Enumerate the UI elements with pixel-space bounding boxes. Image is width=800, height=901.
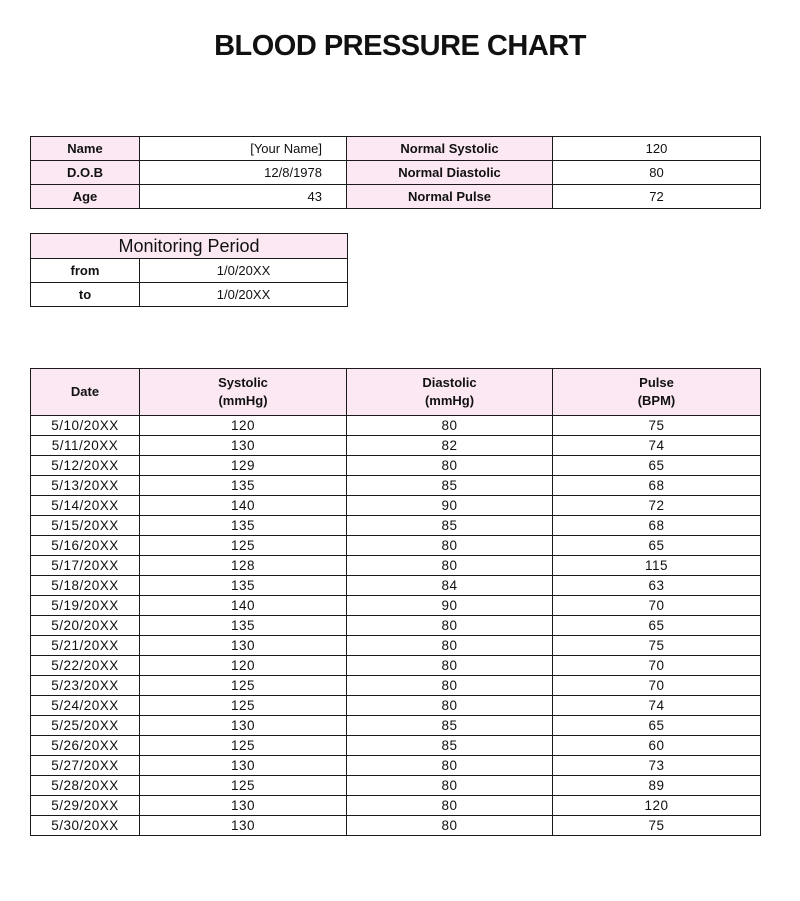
systolic-cell: 125	[140, 536, 347, 556]
date-cell: 5/11/20XX	[31, 436, 140, 456]
systolic-cell: 140	[140, 596, 347, 616]
systolic-header	[140, 369, 347, 416]
diastolic-cell: 85	[347, 516, 553, 536]
pulse-cell: 70	[553, 676, 761, 696]
diastolic-cell: 80	[347, 536, 553, 556]
from-label: from	[31, 259, 140, 283]
systolic-cell: 128	[140, 556, 347, 576]
from-value: 1/0/20XX	[140, 259, 348, 283]
date-cell: 5/16/20XX	[31, 536, 140, 556]
table-row	[31, 516, 761, 536]
date-cell: 5/18/20XX	[31, 576, 140, 596]
pulse-cell: 73	[553, 756, 761, 776]
systolic-cell: 129	[140, 456, 347, 476]
table-row	[31, 137, 761, 161]
age-label: Age	[31, 185, 140, 209]
table-row	[31, 736, 761, 756]
pulse-cell: 120	[553, 796, 761, 816]
systolic-cell: 130	[140, 636, 347, 656]
diastolic-cell: 80	[347, 456, 553, 476]
name-label: Name	[31, 137, 140, 161]
systolic-cell: 125	[140, 696, 347, 716]
date-cell: 5/19/20XX	[31, 596, 140, 616]
patient-info-table	[30, 136, 761, 209]
table-row	[31, 536, 761, 556]
table-row	[31, 616, 761, 636]
systolic-cell: 125	[140, 736, 347, 756]
normal-pulse-value: 72	[553, 185, 761, 209]
table-row	[31, 816, 761, 836]
table-row	[31, 696, 761, 716]
to-label: to	[31, 283, 140, 307]
table-row	[31, 234, 348, 259]
name-value: [Your Name]	[140, 137, 347, 161]
normal-systolic-label: Normal Systolic	[347, 137, 553, 161]
diastolic-cell: 85	[347, 716, 553, 736]
pulse-header-label: Pulse	[639, 375, 674, 390]
date-cell: 5/27/20XX	[31, 756, 140, 776]
pulse-cell: 70	[553, 596, 761, 616]
date-cell: 5/26/20XX	[31, 736, 140, 756]
systolic-cell: 125	[140, 676, 347, 696]
diastolic-cell: 80	[347, 776, 553, 796]
diastolic-cell: 80	[347, 756, 553, 776]
diastolic-cell: 80	[347, 696, 553, 716]
table-row	[31, 716, 761, 736]
date-cell: 5/17/20XX	[31, 556, 140, 576]
pulse-cell: 75	[553, 636, 761, 656]
pulse-cell: 65	[553, 616, 761, 636]
pulse-cell: 68	[553, 516, 761, 536]
pulse-cell: 74	[553, 696, 761, 716]
diastolic-cell: 90	[347, 596, 553, 616]
table-row	[31, 161, 761, 185]
table-row	[31, 776, 761, 796]
date-cell: 5/29/20XX	[31, 796, 140, 816]
table-row	[31, 185, 761, 209]
pulse-cell: 72	[553, 496, 761, 516]
systolic-cell: 120	[140, 656, 347, 676]
diastolic-cell: 80	[347, 556, 553, 576]
table-row	[31, 636, 761, 656]
table-row	[31, 596, 761, 616]
systolic-header-label: Systolic	[218, 375, 268, 390]
table-row	[31, 556, 761, 576]
systolic-cell: 130	[140, 796, 347, 816]
page-title: BLOOD PRESSURE CHART	[214, 30, 586, 62]
normal-systolic-value: 120	[553, 137, 761, 161]
table-row	[31, 496, 761, 516]
table-row	[31, 476, 761, 496]
pulse-cell: 74	[553, 436, 761, 456]
diastolic-header-unit: (mmHg)	[424, 393, 475, 408]
table-row	[31, 456, 761, 476]
table-row	[31, 796, 761, 816]
pulse-cell: 89	[553, 776, 761, 796]
table-row	[31, 259, 348, 283]
pulse-cell: 115	[553, 556, 761, 576]
normal-pulse-label: Normal Pulse	[347, 185, 553, 209]
systolic-cell: 130	[140, 816, 347, 836]
diastolic-cell: 80	[347, 676, 553, 696]
pulse-cell: 60	[553, 736, 761, 756]
readings-table	[30, 368, 761, 836]
pulse-cell: 70	[553, 656, 761, 676]
systolic-cell: 130	[140, 436, 347, 456]
diastolic-cell: 80	[347, 796, 553, 816]
diastolic-header	[347, 369, 553, 416]
table-row	[31, 756, 761, 776]
pulse-cell: 75	[553, 416, 761, 436]
diastolic-header-label: Diastolic	[422, 375, 477, 390]
table-row	[31, 283, 348, 307]
diastolic-cell: 84	[347, 576, 553, 596]
date-cell: 5/24/20XX	[31, 696, 140, 716]
date-cell: 5/22/20XX	[31, 656, 140, 676]
table-row	[31, 416, 761, 436]
pulse-cell: 75	[553, 816, 761, 836]
date-header	[31, 369, 140, 416]
date-cell: 5/30/20XX	[31, 816, 140, 836]
diastolic-cell: 82	[347, 436, 553, 456]
diastolic-cell: 80	[347, 616, 553, 636]
normal-diastolic-value: 80	[553, 161, 761, 185]
pulse-header-unit: (BPM)	[637, 393, 676, 408]
date-cell: 5/28/20XX	[31, 776, 140, 796]
table-header-row	[31, 369, 761, 416]
table-row	[31, 436, 761, 456]
dob-value: 12/8/1978	[140, 161, 347, 185]
readings-table-body	[31, 416, 761, 836]
systolic-cell: 130	[140, 716, 347, 736]
date-cell: 5/10/20XX	[31, 416, 140, 436]
systolic-cell: 135	[140, 576, 347, 596]
systolic-header-unit: (mmHg)	[218, 393, 268, 408]
date-cell: 5/13/20XX	[31, 476, 140, 496]
diastolic-cell: 90	[347, 496, 553, 516]
table-row	[31, 656, 761, 676]
normal-diastolic-label: Normal Diastolic	[347, 161, 553, 185]
systolic-cell: 130	[140, 756, 347, 776]
systolic-cell: 135	[140, 616, 347, 636]
date-cell: 5/25/20XX	[31, 716, 140, 736]
diastolic-cell: 80	[347, 656, 553, 676]
date-cell: 5/20/20XX	[31, 616, 140, 636]
diastolic-cell: 80	[347, 636, 553, 656]
table-row	[31, 576, 761, 596]
date-cell: 5/15/20XX	[31, 516, 140, 536]
pulse-cell: 65	[553, 716, 761, 736]
to-value: 1/0/20XX	[140, 283, 348, 307]
pulse-cell: 63	[553, 576, 761, 596]
systolic-cell: 120	[140, 416, 347, 436]
diastolic-cell: 80	[347, 416, 553, 436]
systolic-cell: 125	[140, 776, 347, 796]
pulse-cell: 65	[553, 536, 761, 556]
date-cell: 5/21/20XX	[31, 636, 140, 656]
date-cell: 5/12/20XX	[31, 456, 140, 476]
pulse-cell: 68	[553, 476, 761, 496]
pulse-header	[553, 369, 761, 416]
dob-label: D.O.B	[31, 161, 140, 185]
pulse-cell: 65	[553, 456, 761, 476]
table-row	[31, 676, 761, 696]
date-cell: 5/23/20XX	[31, 676, 140, 696]
systolic-cell: 140	[140, 496, 347, 516]
diastolic-cell: 80	[347, 816, 553, 836]
systolic-cell: 135	[140, 516, 347, 536]
systolic-cell: 135	[140, 476, 347, 496]
age-value: 43	[140, 185, 347, 209]
monitoring-period-title: Monitoring Period	[31, 234, 348, 259]
diastolic-cell: 85	[347, 736, 553, 756]
date-header-label: Date	[70, 384, 100, 399]
diastolic-cell: 85	[347, 476, 553, 496]
monitoring-period-table	[30, 233, 348, 307]
date-cell: 5/14/20XX	[31, 496, 140, 516]
